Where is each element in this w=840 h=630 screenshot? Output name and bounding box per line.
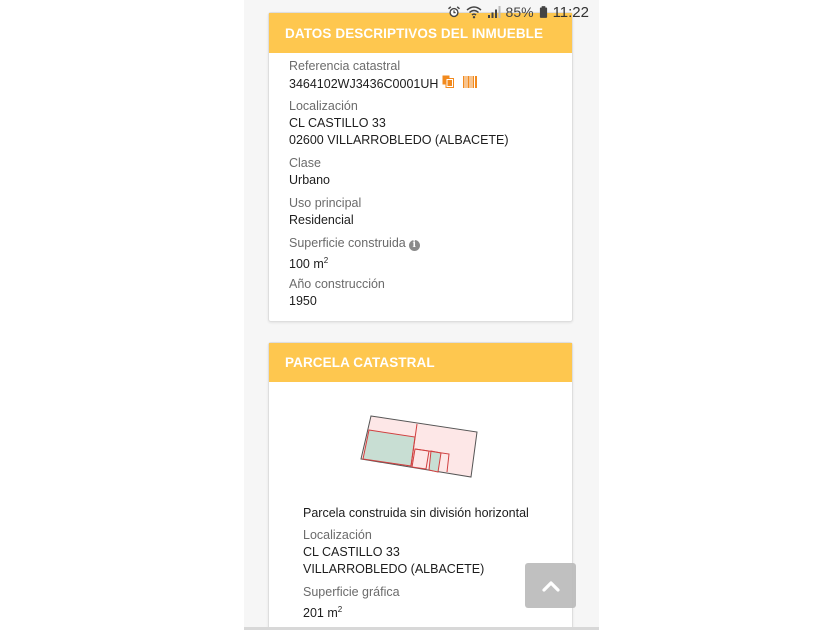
- construction-year-label: Año construcción: [289, 277, 385, 291]
- parcel-location-line1: CL CASTILLO 33: [303, 545, 400, 559]
- graphic-area-unit-exponent: 2: [337, 605, 343, 614]
- scroll-to-top-button[interactable]: [525, 563, 576, 608]
- parcel-room-inner: [412, 449, 429, 469]
- descriptive-data-card: [268, 12, 573, 322]
- graphic-area-field: [303, 584, 400, 622]
- location-field: [289, 98, 509, 149]
- built-area-value-row: [289, 252, 420, 273]
- main-use-field: [289, 195, 361, 229]
- construction-year-field: [289, 276, 385, 310]
- parcel-location-label: Localización: [303, 528, 372, 542]
- class-field: [289, 155, 330, 189]
- parcel-location-line2: VILLARROBLEDO (ALBACETE): [303, 562, 485, 576]
- built-area-unit-exponent: 2: [323, 256, 329, 265]
- cadastral-reference-row: [289, 75, 477, 93]
- cadastral-parcel-header: PARCELA CATASTRAL: [269, 343, 572, 382]
- parcel-map[interactable]: [359, 408, 484, 480]
- built-area-field: [289, 235, 420, 273]
- cadastral-reference-label: Referencia catastral: [289, 59, 401, 73]
- chevron-up-icon: [542, 580, 560, 592]
- graphic-area-label: Superficie gráfica: [303, 585, 400, 599]
- battery-icon: [539, 5, 548, 19]
- built-area-value: 100 m: [289, 257, 324, 271]
- cadastral-reference-field: [289, 58, 477, 93]
- alarm-icon: [447, 5, 461, 19]
- copy-icon[interactable]: [442, 75, 454, 88]
- location-line2: 02600 VILLARROBLEDO (ALBACETE): [289, 133, 509, 147]
- construction-year-value: 1950: [289, 294, 317, 308]
- descriptive-data-header: DATOS DESCRIPTIVOS DEL INMUEBLE: [269, 13, 572, 53]
- info-icon[interactable]: i: [409, 240, 420, 251]
- main-use-value: Residencial: [289, 213, 354, 227]
- graphic-area-value: 201 m: [303, 606, 338, 620]
- signal-icon: [487, 5, 501, 19]
- cadastral-reference-value[interactable]: 3464102WJ3436C0001UH: [289, 77, 439, 91]
- wifi-icon: [466, 5, 482, 19]
- barcode-icon[interactable]: [463, 76, 477, 88]
- built-area-label-row: [289, 235, 420, 252]
- parcel-location-field: [303, 527, 484, 578]
- parcel-description-field: [303, 505, 529, 522]
- class-label: Clase: [289, 156, 321, 170]
- built-area-label: Superficie construida: [289, 236, 406, 250]
- location-label: Localización: [289, 99, 358, 113]
- clock: 11:22: [552, 3, 589, 21]
- status-bar: [244, 0, 599, 24]
- class-value: Urbano: [289, 173, 330, 187]
- graphic-area-value-row: [303, 601, 400, 622]
- parcel-yard-left: [363, 430, 415, 466]
- parcel-description: Parcela construida sin división horizontal: [303, 506, 529, 520]
- location-line1: CL CASTILLO 33: [289, 116, 386, 130]
- phone-screen: [244, 0, 599, 630]
- battery-percent: 85%: [505, 4, 534, 20]
- main-use-label: Uso principal: [289, 196, 362, 210]
